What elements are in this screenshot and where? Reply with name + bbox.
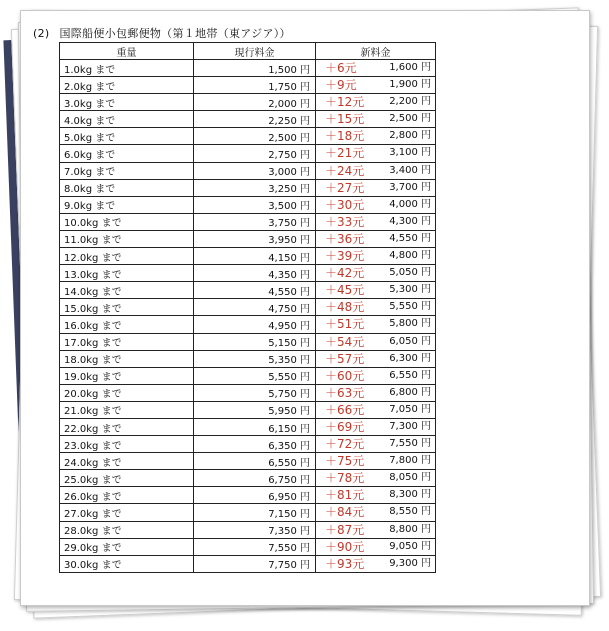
increase-annotation: ＋6元	[325, 61, 357, 75]
increase-annotation: ＋18元	[325, 129, 365, 144]
new-rate-cell	[316, 282, 436, 299]
section-title: 国際船便小包郵便物（第１地帯（東アジア））	[59, 27, 291, 40]
section-number: (2)	[33, 27, 50, 40]
current-rate-cell: 6,350 円	[194, 436, 316, 453]
new-rate-cell	[316, 538, 436, 555]
new-rate-cell	[316, 316, 436, 333]
header-weight: 重量	[60, 43, 194, 60]
current-rate-cell: 5,750 円	[194, 384, 316, 401]
weight-cell: 19.0kg まで	[60, 367, 194, 384]
increase-annotation: ＋48元	[325, 300, 365, 315]
new-rate-value: 3,400 円	[389, 164, 431, 176]
new-rate-value: 2,800 円	[389, 130, 431, 142]
new-rate-value: 1,900 円	[389, 79, 431, 91]
increase-annotation: ＋60元	[325, 368, 365, 383]
table-row	[60, 230, 436, 247]
document-title	[33, 25, 291, 41]
table-body	[60, 60, 436, 573]
table-row	[60, 487, 436, 504]
new-rate-cell	[316, 248, 436, 265]
new-rate-cell	[316, 179, 436, 196]
increase-annotation: ＋75元	[325, 454, 365, 469]
table-row	[60, 316, 436, 333]
current-rate-cell: 1,750 円	[194, 77, 316, 94]
table-header-row	[60, 43, 436, 60]
table-row	[60, 367, 436, 384]
increase-annotation: ＋33元	[325, 214, 365, 229]
table-row	[60, 504, 436, 521]
new-rate-value: 6,050 円	[389, 335, 431, 347]
new-rate-value: 6,300 円	[389, 352, 431, 364]
table-row	[60, 162, 436, 179]
weight-cell: 17.0kg まで	[60, 333, 194, 350]
table-row	[60, 111, 436, 128]
table-row	[60, 453, 436, 470]
new-rate-cell	[316, 77, 436, 94]
new-rate-value: 5,800 円	[389, 318, 431, 330]
new-rate-cell	[316, 128, 436, 145]
new-rate-cell	[316, 333, 436, 350]
increase-annotation: ＋66元	[325, 402, 365, 417]
new-rate-value: 5,050 円	[389, 267, 431, 279]
weight-cell: 22.0kg まで	[60, 418, 194, 435]
weight-cell: 15.0kg まで	[60, 299, 194, 316]
current-rate-cell: 5,150 円	[194, 333, 316, 350]
weight-cell: 28.0kg まで	[60, 521, 194, 538]
current-rate-cell: 2,750 円	[194, 145, 316, 162]
increase-annotation: ＋36元	[325, 231, 365, 246]
new-rate-value: 7,550 円	[389, 438, 431, 450]
current-rate-cell: 5,350 円	[194, 350, 316, 367]
increase-annotation: ＋63元	[325, 385, 365, 400]
table-row	[60, 145, 436, 162]
table-row	[60, 179, 436, 196]
table-row	[60, 213, 436, 230]
new-rate-value: 7,050 円	[389, 403, 431, 415]
new-rate-value: 4,300 円	[389, 215, 431, 227]
new-rate-cell	[316, 521, 436, 538]
current-rate-cell: 4,750 円	[194, 299, 316, 316]
table-row	[60, 418, 436, 435]
current-rate-cell: 4,150 円	[194, 248, 316, 265]
current-rate-cell: 4,550 円	[194, 282, 316, 299]
increase-annotation: ＋57元	[325, 351, 365, 366]
table-row	[60, 60, 436, 77]
new-rate-value: 4,550 円	[389, 232, 431, 244]
increase-annotation: ＋21元	[325, 146, 365, 161]
new-rate-cell	[316, 60, 436, 77]
current-rate-cell: 7,550 円	[194, 538, 316, 555]
increase-annotation: ＋87元	[325, 522, 365, 537]
increase-annotation: ＋84元	[325, 505, 365, 520]
table-row	[60, 128, 436, 145]
weight-cell: 3.0kg まで	[60, 94, 194, 111]
weight-cell: 29.0kg まで	[60, 538, 194, 555]
new-rate-value: 8,800 円	[389, 523, 431, 535]
header-new-rate: 新料金	[316, 43, 436, 60]
new-rate-cell	[316, 230, 436, 247]
new-rate-cell	[316, 418, 436, 435]
new-rate-cell	[316, 299, 436, 316]
weight-cell: 30.0kg まで	[60, 555, 194, 572]
weight-cell: 14.0kg まで	[60, 282, 194, 299]
table-row	[60, 350, 436, 367]
table-row	[60, 401, 436, 418]
current-rate-cell: 6,550 円	[194, 453, 316, 470]
weight-cell: 23.0kg まで	[60, 436, 194, 453]
weight-cell: 2.0kg まで	[60, 77, 194, 94]
new-rate-cell	[316, 162, 436, 179]
increase-annotation: ＋27元	[325, 180, 365, 195]
increase-annotation: ＋9元	[325, 78, 357, 93]
new-rate-value: 5,300 円	[389, 284, 431, 296]
weight-cell: 9.0kg まで	[60, 196, 194, 213]
new-rate-cell	[316, 196, 436, 213]
new-rate-value: 7,300 円	[389, 420, 431, 432]
new-rate-value: 6,550 円	[389, 369, 431, 381]
new-rate-cell	[316, 555, 436, 572]
current-rate-cell: 2,500 円	[194, 128, 316, 145]
new-rate-value: 7,800 円	[389, 455, 431, 467]
weight-cell: 6.0kg まで	[60, 145, 194, 162]
new-rate-cell	[316, 367, 436, 384]
current-rate-cell: 5,950 円	[194, 401, 316, 418]
increase-annotation: ＋90元	[325, 539, 365, 554]
current-rate-cell: 7,750 円	[194, 555, 316, 572]
header-current-rate: 現行料金	[194, 43, 316, 60]
table-row	[60, 436, 436, 453]
increase-annotation: ＋72元	[325, 437, 365, 452]
current-rate-cell: 3,950 円	[194, 230, 316, 247]
new-rate-value: 6,800 円	[389, 386, 431, 398]
new-rate-value: 9,050 円	[389, 540, 431, 552]
new-rate-cell	[316, 213, 436, 230]
weight-cell: 1.0kg まで	[60, 60, 194, 77]
weight-cell: 11.0kg まで	[60, 230, 194, 247]
increase-annotation: ＋30元	[325, 197, 365, 212]
current-rate-cell: 3,500 円	[194, 196, 316, 213]
current-rate-cell: 3,750 円	[194, 213, 316, 230]
new-rate-value: 2,500 円	[389, 113, 431, 125]
rate-table	[59, 42, 436, 573]
weight-cell: 10.0kg まで	[60, 213, 194, 230]
weight-cell: 21.0kg まで	[60, 401, 194, 418]
table-row	[60, 333, 436, 350]
current-rate-cell: 4,350 円	[194, 265, 316, 282]
table-row	[60, 265, 436, 282]
current-rate-cell: 1,500 円	[194, 60, 316, 77]
weight-cell: 24.0kg まで	[60, 453, 194, 470]
table-row	[60, 248, 436, 265]
table-row	[60, 299, 436, 316]
new-rate-cell	[316, 504, 436, 521]
table-row	[60, 282, 436, 299]
weight-cell: 5.0kg まで	[60, 128, 194, 145]
weight-cell: 27.0kg まで	[60, 504, 194, 521]
current-rate-cell: 6,750 円	[194, 470, 316, 487]
new-rate-cell	[316, 487, 436, 504]
weight-cell: 4.0kg まで	[60, 111, 194, 128]
document-page	[20, 10, 590, 606]
current-rate-cell: 3,000 円	[194, 162, 316, 179]
increase-annotation: ＋24元	[325, 163, 365, 178]
new-rate-cell	[316, 436, 436, 453]
increase-annotation: ＋78元	[325, 471, 365, 486]
new-rate-cell	[316, 145, 436, 162]
weight-cell: 7.0kg まで	[60, 162, 194, 179]
increase-annotation: ＋15元	[325, 112, 365, 127]
table-row	[60, 521, 436, 538]
increase-annotation: ＋45元	[325, 283, 365, 298]
weight-cell: 20.0kg まで	[60, 384, 194, 401]
new-rate-cell	[316, 453, 436, 470]
increase-annotation: ＋39元	[325, 249, 365, 264]
new-rate-value: 8,300 円	[389, 489, 431, 501]
weight-cell: 12.0kg まで	[60, 248, 194, 265]
table-row	[60, 470, 436, 487]
table-row	[60, 196, 436, 213]
increase-annotation: ＋54元	[325, 334, 365, 349]
current-rate-cell: 6,150 円	[194, 418, 316, 435]
table-row	[60, 77, 436, 94]
current-rate-cell: 7,350 円	[194, 521, 316, 538]
weight-cell: 8.0kg まで	[60, 179, 194, 196]
table-row	[60, 384, 436, 401]
new-rate-value: 4,800 円	[389, 250, 431, 262]
new-rate-value: 1,600 円	[389, 62, 431, 73]
new-rate-cell	[316, 94, 436, 111]
current-rate-cell: 2,000 円	[194, 94, 316, 111]
weight-cell: 18.0kg まで	[60, 350, 194, 367]
new-rate-value: 2,200 円	[389, 96, 431, 108]
table-row	[60, 538, 436, 555]
new-rate-cell	[316, 401, 436, 418]
new-rate-value: 4,000 円	[389, 198, 431, 210]
new-rate-cell	[316, 384, 436, 401]
increase-annotation: ＋12元	[325, 95, 365, 110]
new-rate-value: 8,550 円	[389, 506, 431, 518]
new-rate-value: 8,050 円	[389, 472, 431, 484]
weight-cell: 25.0kg まで	[60, 470, 194, 487]
new-rate-value: 3,700 円	[389, 181, 431, 193]
current-rate-cell: 5,550 円	[194, 367, 316, 384]
table-row	[60, 555, 436, 572]
current-rate-cell: 3,250 円	[194, 179, 316, 196]
increase-annotation: ＋81元	[325, 488, 365, 503]
current-rate-cell: 7,150 円	[194, 504, 316, 521]
current-rate-cell: 2,250 円	[194, 111, 316, 128]
increase-annotation: ＋51元	[325, 317, 365, 332]
new-rate-cell	[316, 350, 436, 367]
weight-cell: 26.0kg まで	[60, 487, 194, 504]
new-rate-cell	[316, 470, 436, 487]
table-row	[60, 94, 436, 111]
current-rate-cell: 4,950 円	[194, 316, 316, 333]
weight-cell: 13.0kg まで	[60, 265, 194, 282]
new-rate-cell	[316, 265, 436, 282]
new-rate-cell	[316, 111, 436, 128]
current-rate-cell: 6,950 円	[194, 487, 316, 504]
increase-annotation: ＋93元	[325, 556, 365, 571]
increase-annotation: ＋69元	[325, 419, 365, 434]
new-rate-value: 5,550 円	[389, 301, 431, 313]
new-rate-value: 3,100 円	[389, 147, 431, 159]
weight-cell: 16.0kg まで	[60, 316, 194, 333]
increase-annotation: ＋42元	[325, 266, 365, 281]
new-rate-value: 9,300 円	[389, 557, 431, 569]
